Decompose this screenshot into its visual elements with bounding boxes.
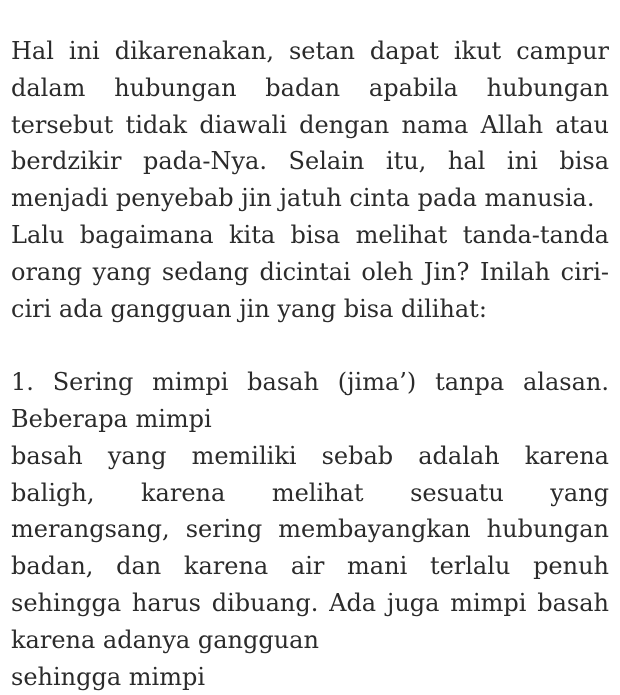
- list-item-1-body: basah yang memiliki sebab adalah karena baligh, karena melihat sesuatu yang merangsang, sering membayangkan hubungan badan, dan karena air mani terlalu penuh sehingga harus dibuang. Ada juga mimpi basah karena adanya gangguan: [11, 441, 609, 654]
- paragraph-1: Hal ini dikarenakan, setan dapat ikut campur dalam hubungan badan apabila hubungan tersebut tidak diawali dengan nama Allah atau berdzikir pada-Nya. Selain itu, hal ini bisa menjadi penyebab jin jatuh cinta pada manusia.: [11, 37, 609, 213]
- article-body: [11, 33, 609, 695]
- list-item-1-line-1: 1. Sering mimpi basah (jima’) tanpa alasan.: [11, 368, 609, 397]
- list-item-1-line-2: Beberapa mimpi: [11, 404, 212, 433]
- paragraph-2: Lalu bagaimana kita bisa melihat tanda-tanda orang yang sedang dicintai oleh Jin? Inilah ciri-ciri ada gangguan jin yang bisa dilihat:: [11, 220, 609, 323]
- paragraph-gap: [11, 327, 609, 364]
- list-item-1-cut-line: sehingga mimpi: [11, 662, 206, 691]
